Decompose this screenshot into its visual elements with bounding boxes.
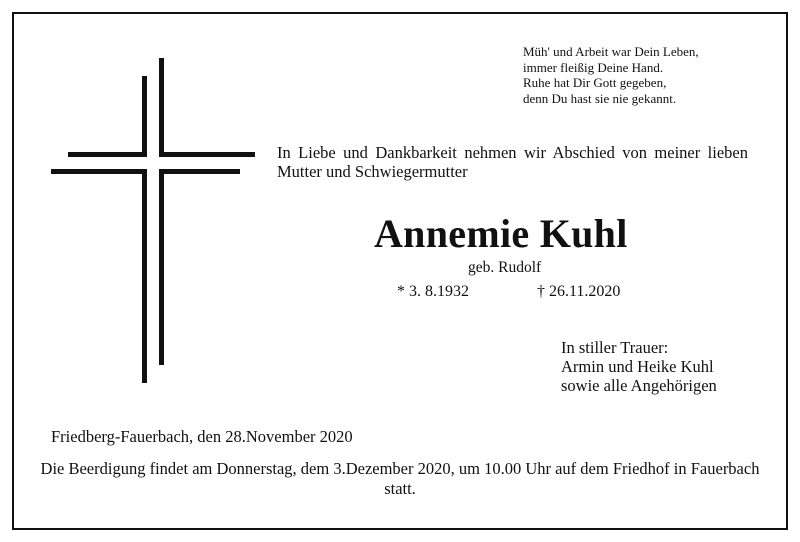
maiden-name: geb. Rudolf [468, 259, 542, 276]
mourners-names: Armin und Heike Kuhl [561, 357, 714, 376]
verse-line: immer fleißig Deine Hand. [523, 59, 664, 75]
mourners-heading: In stiller Trauer: [561, 338, 669, 357]
mourners-block [561, 338, 717, 395]
deceased-name: Annemie Kuhl [374, 211, 628, 256]
funeral-notice: Die Beerdigung findet am Donnerstag, dem 3.Dezember 2020, um 10.00 Uhr auf dem Friedhof in Fauerbach statt. [40, 459, 760, 498]
place-and-date: Friedberg-Fauerbach, den 28.November 2020 [51, 427, 353, 446]
memorial-verse [523, 44, 699, 106]
birth-date: * 3. 8.1932 [397, 283, 469, 300]
verse-line: Ruhe hat Dir Gott gegeben, [523, 75, 667, 90]
death-date: † 26.11.2020 [537, 283, 621, 300]
verse-line: Müh' und Arbeit war Dein Leben, [523, 44, 699, 59]
verse-line: denn Du hast sie nie gekannt. [523, 90, 677, 106]
farewell-intro: In Liebe und Dankbarkeit nehmen wir Abschied von meiner lieben Mutter und Schwiegermutter [277, 143, 748, 181]
mourners-relatives: sowie alle Angehörigen [561, 376, 717, 395]
